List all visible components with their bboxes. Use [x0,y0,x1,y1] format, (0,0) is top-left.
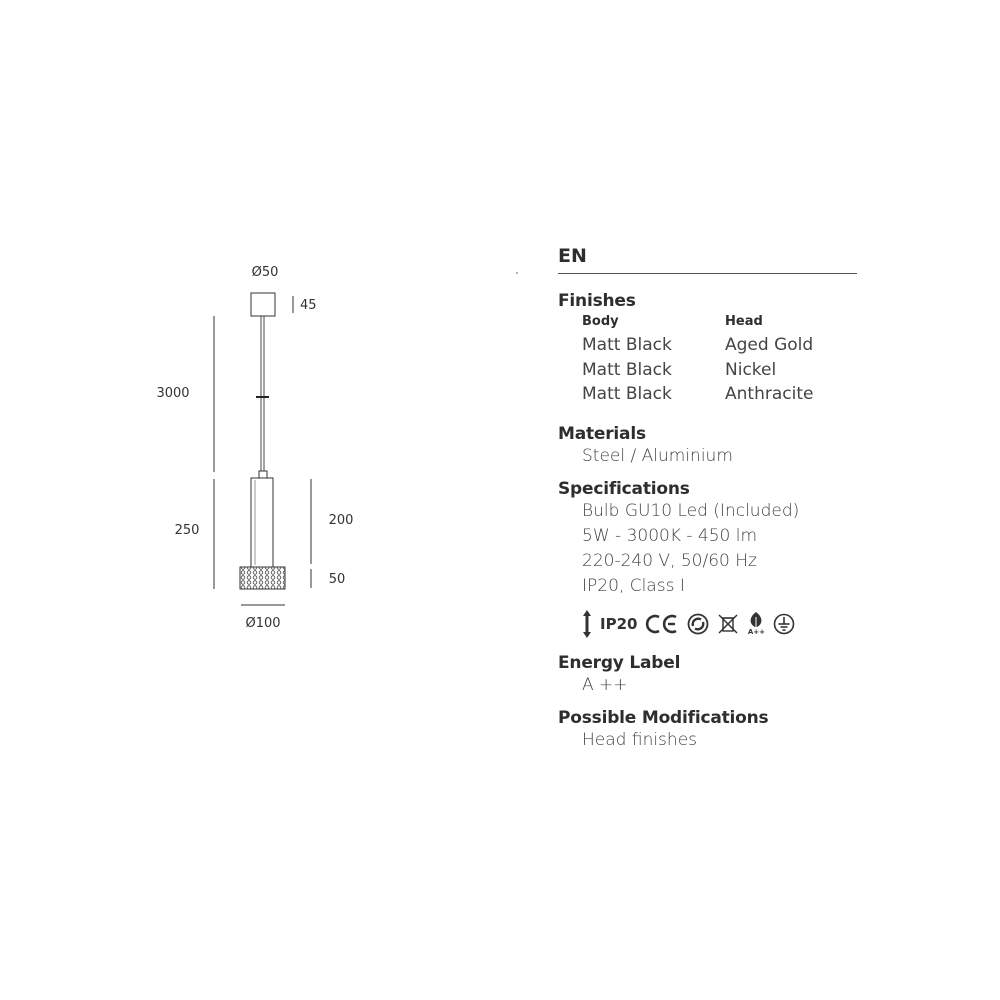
finish-body-column [582,311,672,407]
weee-bin-icon [717,613,739,635]
materials-section [558,424,858,469]
certification-icons [558,609,858,639]
energy-label-title: Energy Label [558,653,681,673]
spec-line-4: IP20, Class I [582,576,685,596]
finish-head-column [725,311,813,407]
canopy [251,293,275,316]
energy-label-value: A ++ [582,675,628,695]
finish-body-2: Matt Black [582,359,672,380]
spec-line-2: 5W - 3000K - 450 lm [582,526,758,546]
lamp-body [251,478,273,567]
finish-head-header: Head [725,314,763,329]
recycling-icon [687,613,709,635]
specifications-title: Specifications [558,479,690,499]
energy-leaf-icon [747,612,765,636]
height-adjustable-icon [582,610,592,638]
cable-dim-label: 3000 [156,386,190,401]
finish-head-2: Nickel [725,359,777,380]
ce-mark-icon [645,614,679,634]
modifications-section [558,708,858,753]
specifications-section [558,479,858,639]
lamp-head [240,567,285,589]
body-dim-label: 200 [328,513,354,528]
head-dim-label: 50 [328,572,346,587]
spec-line-1: Bulb GU10 Led (Included) [582,501,800,521]
leaf-glyph-icon [747,612,765,628]
finish-body-3: Matt Black [582,384,672,404]
spec-line-3: 220-240 V, 50/60 Hz [582,551,757,571]
finishes-title: Finishes [558,291,636,311]
cable-connector [259,471,267,478]
finishes-table [558,311,858,421]
materials-value: Steel / Aluminium [582,446,733,466]
stray-dot [516,272,518,274]
finish-head-3: Anthracite [725,384,814,404]
finish-head-1: Aged Gold [725,335,814,355]
energy-label-section [558,653,858,698]
canopy-dim-label: 45 [300,298,317,313]
materials-title: Materials [558,424,646,444]
dia-bottom-label: Ø100 [245,616,281,631]
modifications-title: Possible Modifications [558,708,769,728]
spec-panel [558,240,858,753]
finish-body-1: Matt Black [582,335,672,355]
ip20-icon: IP20 [600,615,638,633]
finish-body-header: Body [582,314,619,329]
energy-leaf-text: A++ [747,628,766,636]
modifications-value: Head finishes [582,730,698,750]
dia-top-label: Ø50 [251,265,279,280]
earth-ground-icon [773,613,795,635]
language-heading: EN [558,240,857,274]
finishes-section [558,291,858,421]
total-dim-label: 250 [174,523,200,538]
